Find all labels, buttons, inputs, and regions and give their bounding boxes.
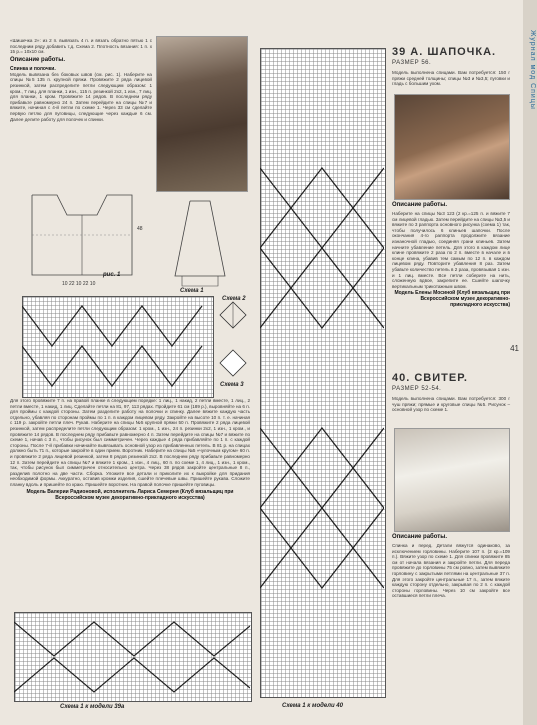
svg-text:10 22 10 22 10: 10 22 10 22 10: [62, 281, 96, 287]
sweater-title: 40. СВИТЕР.: [392, 372, 468, 384]
ris1-label: рис. 1: [103, 272, 121, 278]
stitch-chart-40-motifs: [260, 48, 384, 696]
intro-text-block: [10, 38, 152, 123]
bottom-text-block: [10, 398, 250, 502]
hat-title: 39 А. ШАПОЧКА.: [392, 46, 497, 58]
schema3-diagram: [218, 348, 248, 378]
model-credit-39: Модель Валерии Радионовой, исполнитель Лариса Семерня (Клуб вязальщиц при Всероссийском музее декоративно-прикладного искусства): [26, 488, 234, 501]
sweater-desc-text: Спинка и перед. Детали вяжутся одинаково, за исключением горловины. Наберите 107 п. (2 кр.=109 п.). Вяжите узор по схеме 1. Для спинки провяжите 85 см от начала вязания и закройте петли. Для переда провяжите до горловины 75 см ровно, затем вывяжите горловину с закрытыми петлями на центральные 37 п. Для этого закройте центральные 17 п., затем вяжите каждую сторону отдельно, закрывая по 2 п. с каждой стороны горловины. Через 10 см закройте все оставшиеся петли плеча.: [392, 543, 510, 599]
model-photo-40: [394, 428, 510, 532]
spinka-header: Спинка и полочки.: [10, 65, 56, 72]
hat-model-text-block: [392, 70, 510, 88]
hat-size: РАЗМЕР 56.: [392, 60, 432, 66]
intro-text: «Шишечка 2»: из 2 п. вывязать 4 п. и вязать обратно пятью 1 с последним ряду добавить т.д. Схема 2. Плотность вязания: 1 п. х 15 р.= 10х10 см.: [10, 38, 152, 55]
garment-schematic: [22, 190, 162, 290]
sweater-model-text-block: [392, 396, 510, 414]
schema3-label: Схема 3: [220, 382, 244, 388]
bottom-chart-label: Схема 1 к модели 39а: [60, 704, 125, 710]
model-photo-39a: [394, 94, 510, 200]
sweater-desc-block: [392, 532, 510, 600]
svg-text:48: 48: [137, 226, 143, 232]
sweater-model-text: Модель выполнена спицами. Вам потребуется: 300 г чуш пряжи; прямые и круговые спицы №5. Рисунок – основной узор по схеме 1.: [392, 396, 510, 413]
sleeve-schematic: [170, 196, 230, 291]
spinka-text: Модель вывязана без боковых швов (см. рис. 1). Наберите на спицы №5 135 п. крупной пряжи. Провяжите 2 ряда лицевой резинкой, затем распределите петли следующим образом: 1 кром., 7 лиц. для планки, 1 изн., 115 п. резинкой 2х2, 1 изн., 7 лиц. для планки, 1 кром. Провяжите 14 рядов. В последнем ряду прибавьте равномерно 24 п. Затем перейдите на спицы №7 и вяжите, начиная с 4-й петли по схеме 1. Через 33 см сделайте первую петлю для пуговицы, следующие через каждые 6 см. Далее делите работу для полочек и спинки.: [10, 71, 152, 122]
bottom-text: Для этого провяжите 7 п. на правой планке в следующем порядке: 1 лиц., 1 накид, 2 петли вместе, 1 лиц., 2 петли вместе, 1 накид, 1 лиц. Сделайте петли на 81, 97, 113 рядах. Пройдите 61 см (189 р.), выровняйте на 6 п. для проймы с каждой стороны. Затем разделите работу на полочки и спинку. Далее вяжите каждую часть отдельно, убавляя по сторонам проймы по 1 п. в каждом лицевом ряду. Закройте на высоте 10 п. т. е. начиная с 119 р. закройте петли плеч. Рукав. Наберите на спицы №5 крупной пряжи 50 п. Провяжите 2 ряда лицевой резинкой, затем распределите петли следующим образом: 1 кром., 1 изн., 24 п. резинки 2х2, 1 изн., 1 кром., и провяжите 14 рядов. В последнем ряду прибавьте равномерно 4 п. Затем перейдите на спицы №7 и вяжите по схеме 1, начав с 3 п., чтобы рисунок был симметричен. Через каждые 4 ряда прибавляйте по 1 п. с каждой стороны. После 7-й прибавки начинайте вывязывать основной узор из прибавленных петель. В 81 р. на спицах должно быть 71 п., которые закройте в один прием. Воротник. Наберите на спицы №5 «чулочным кругом» 60 п. и провяжите 2 ряда лицевой резинкой, затем 8 рядов резинкой 2х2. В последнем ряду прибавьте равномерно 12 п. Затем перейдите на спицы №7 и вяжите 1 кром., 1 изн., 4 лиц., 60 п. по схеме 1, 4 лиц., 1 изн., 1 кром., так, чтобы рисунок был симметричен относительно центра. Через 38 рядов закройте центральные 8 п., разделив полотно на две части. Сборка. Уложите все детали и приколите их к выкройке для придания необходимой формы. Аккуратно, оставив кромки изделия, сшейте плечевые швы. Пришейте рукава. Сложите планку вдоль и пришейте по краю. Пришейте воротник. На правой полочке пришейте пуговицы.: [10, 398, 250, 487]
stitch-chart-left-motifs: [22, 296, 212, 396]
side-tab-text: Журнал мод Спицы: [529, 30, 536, 110]
hat-desc-header: Описание работы.: [392, 202, 447, 208]
sweater-desc-header: Описание работы.: [392, 534, 447, 540]
schema2-diagram: [218, 300, 248, 340]
hat-credit: Модель Елены Мосиной (Клуб вязальщиц при Всероссийском музее декоративно-прикладного искусства): [394, 290, 510, 309]
sweater-size: РАЗМЕР 52-54.: [392, 386, 442, 392]
stitch-chart-39a-motifs: [14, 612, 250, 700]
middle-chart-label: Схема 1 к модели 40: [282, 703, 343, 709]
desc-header: Описание работы.: [10, 56, 65, 63]
model-photo-39: [156, 36, 248, 192]
hat-desc-block: [392, 200, 510, 309]
hat-desc-text: Наберите на спицы №3 123 (2 кр.=125 п. и вяжите 7 см лицевой гладью. Затем перейдите на спицы №3,5 и вяжите по 3 раппорта основного рисунка (схема 1) так, чтобы получилось 6 клиньев шапочки. После окончания 4-го раппорта продолжите вязание изнаночной гладью, соединяя грани клиньев. Затем начните убавление петель. Для этого в каждом лице клине провяжите 2 раза по 2 п. вместе в начале и в конце клина, убавив тем самым по 12 п. в каждом лицевом ряду. Повторите убавления 8 раз. Затем убавьте количество петель в 2 раза, провязывая 1 изн. и 1 лиц. вместе. Все петли соберите на нить, сложенную вдвое, закрепите ее. Сшейте шапочку вертикальным трикотажным швом.: [392, 211, 510, 289]
schema2-label: Схема 2: [222, 296, 246, 302]
page-number: 41: [510, 344, 519, 353]
hat-model-text: Модель выполнена спицами. Вам потребуется: 150 г пряжи средней толщины; спицы №3 и №3,5; пуговки и гладь с большим ухом.: [392, 70, 510, 87]
schema1-small-label: Схема 1: [180, 288, 204, 294]
